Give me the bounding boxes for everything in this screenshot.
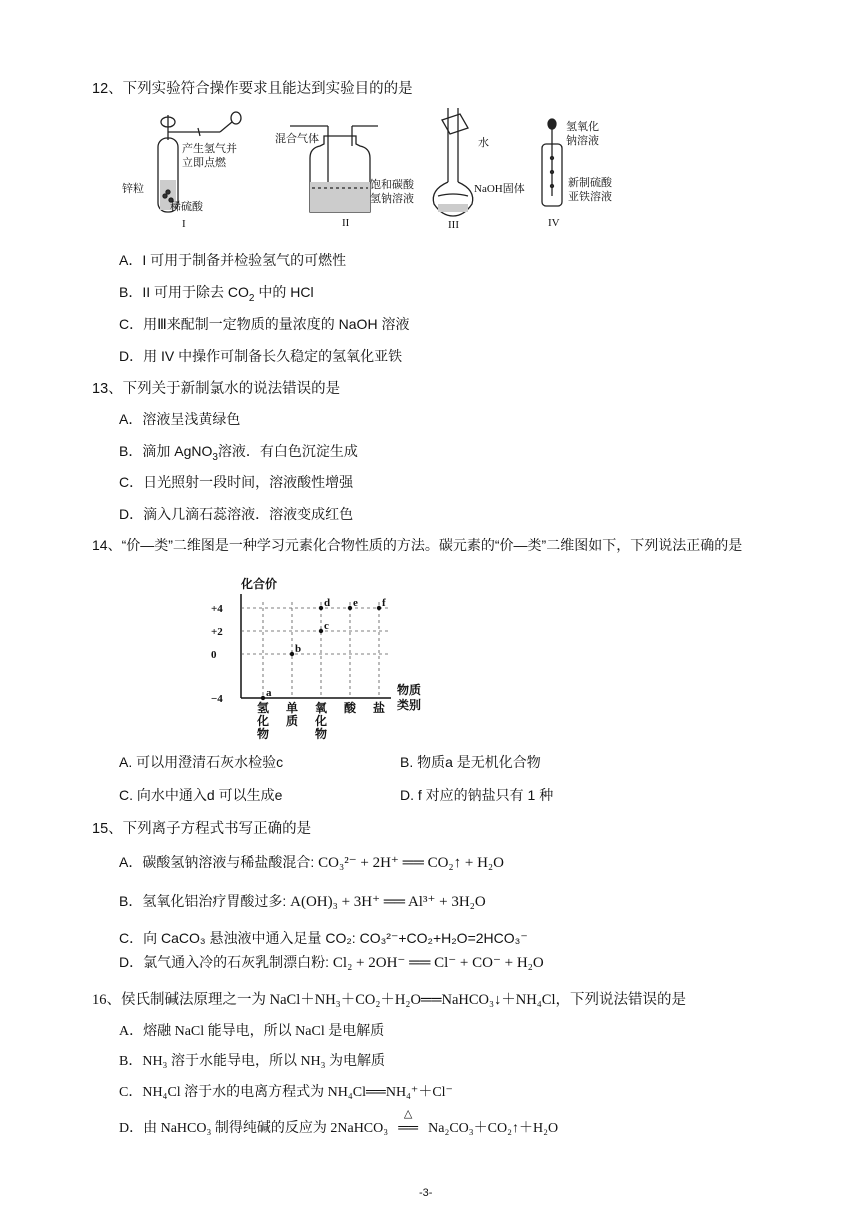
q16-option-d-text: D．由 NaHCO₃ 制得纯碱的反应为 2NaHCO₃: [119, 1121, 389, 1136]
chart-x-title1: 物质: [397, 683, 422, 697]
x-category-label: 氧: [315, 701, 328, 715]
q12-option-b: [119, 282, 314, 304]
apparatus-I-zinc: 锌粒: [122, 183, 144, 195]
apparatus-IV-bot1: 新制硫酸: [568, 177, 612, 189]
apparatus-I-label: I: [182, 218, 186, 230]
chart-grid: [241, 602, 391, 698]
x-category-label: 盐: [373, 701, 386, 715]
q15-option-a: [119, 852, 504, 872]
x-category-label: 氢: [257, 701, 270, 715]
x-category-label: 质: [286, 714, 299, 728]
q14-option-a: A. 可以用澄清石灰水检验c: [119, 754, 284, 770]
q16-heat-arrow: △ ══: [388, 1121, 428, 1137]
q12-option-b-text-end: 中的 HCl: [254, 284, 314, 300]
point-a: [261, 696, 265, 700]
q16-option-b: B．NH₃ 溶于水能导电，所以 NH₃ 为电解质: [119, 1054, 386, 1069]
apparatus-IV-top1: 氢氧化: [566, 121, 599, 133]
q16-option-d: [119, 1108, 559, 1137]
q13-option-b: [119, 441, 358, 463]
apparatus-IV-label: IV: [548, 217, 560, 229]
q15-option-b-text: B．氢氧化铝治疗胃酸过多:: [119, 893, 287, 909]
q12-option-b-text: B．II 可用于除去 CO: [119, 284, 249, 300]
y-tick-label: 0: [211, 649, 217, 661]
x-category-label: 物: [257, 727, 270, 741]
x-category-label: 单: [286, 701, 299, 715]
q14-stem: 14、“价—类”二维图是一种学习元素化合物性质的方法。碳元素的“价—类”二维图如下，下列说法正确的是: [92, 537, 743, 553]
point-label-b: b: [295, 643, 302, 655]
q12-apparatus-figure: [120, 100, 640, 235]
q15-stem: 15、下列离子方程式书写正确的是: [92, 821, 312, 837]
q12-option-d: D．用 IV 中操作可制备长久稳定的氢氧化亚铁: [119, 348, 403, 364]
q16-option-c: C．NH₄Cl 溶于水的电离方程式为 NH₄Cl══NH₄⁺＋Cl⁻: [119, 1085, 453, 1100]
point-b: [290, 652, 294, 656]
apparatus-I-note2: 立即点燃: [182, 157, 226, 169]
q13-stem: 13、下列关于新制氯水的说法错误的是: [92, 381, 341, 397]
q12-option-c: C．用Ⅲ来配制一定物质的量浓度的 NaOH 溶液: [119, 316, 410, 332]
point-label-d: d: [324, 597, 331, 609]
q12-option-b-sub: 2: [248, 292, 255, 304]
q16-option-d-products: Na₂CO₃＋CO₂↑＋H₂O: [428, 1121, 559, 1136]
q14-option-b: B. 物质a 是无机化合物: [400, 754, 541, 770]
apparatus-III-water: 水: [478, 137, 489, 149]
point-label-f: f: [382, 597, 386, 609]
q14-option-c: C. 向水中通入d 可以生成e: [119, 787, 283, 803]
q13-option-b-text: B．滴加 AgNO: [119, 443, 213, 459]
apparatus-III-label: III: [448, 219, 459, 231]
q15-option-a-text: A．碳酸氢钠溶液与稀盐酸混合:: [119, 854, 315, 870]
point-e: [348, 606, 352, 610]
apparatus-II-gas: 混合气体: [275, 133, 319, 145]
apparatus-III-solid: NaOH固体: [474, 183, 525, 195]
q13-option-c: C．日光照射一段时间，溶液酸性增强: [119, 474, 354, 490]
y-tick-label: +2: [211, 626, 223, 638]
q13-option-b-sub: 3: [212, 451, 218, 463]
x-category-label: 化: [315, 714, 328, 728]
chart-x-title2: 类别: [397, 698, 422, 712]
q12-stem: 12、下列实验符合操作要求且能达到实验目的的是: [92, 81, 413, 97]
apparatus-III: [433, 108, 472, 216]
chart-y-title: 化合价: [241, 577, 278, 591]
q15-option-d-equation: Cl₂ + 2OH⁻ ══ Cl⁻ + CO⁻ + H₂O: [332, 955, 544, 971]
page-number: -3-: [419, 1187, 433, 1199]
apparatus-IV: [542, 119, 562, 206]
heat-triangle-icon: △: [403, 1108, 413, 1120]
valence-class-chart: [205, 572, 445, 744]
apparatus-II-label: II: [342, 217, 350, 229]
apparatus-I-acid: 稀硫酸: [170, 201, 203, 213]
apparatus-I-note1: 产生氢气并: [182, 143, 237, 155]
q13-option-d: D．滴入几滴石蕊溶液．溶液变成红色: [119, 506, 354, 522]
apparatus-II-sol1: 饱和碳酸: [370, 179, 414, 191]
x-category-label: 酸: [344, 701, 357, 715]
apparatus-IV-bot2: 亚铁溶液: [568, 191, 612, 203]
q15-option-b-equation: A(OH)₃ + 3H⁺ ══ Al³⁺ + 3H₂O: [290, 894, 486, 910]
point-label-c: c: [324, 620, 329, 632]
point-label-e: e: [353, 597, 358, 609]
q15-option-a-equation: CO₃²⁻ + 2H⁺ ══ CO₂↑ + H₂O: [318, 855, 504, 871]
y-tick-label: −4: [211, 693, 223, 705]
apparatus-II-sol2: 氢钠溶液: [370, 193, 414, 205]
point-d: [319, 606, 323, 610]
x-category-label: 化: [257, 714, 270, 728]
q15-option-d: [119, 952, 544, 972]
apparatus-IV-top2: 钠溶液: [566, 135, 599, 147]
chart-points: [261, 597, 386, 700]
q15-option-d-text: D．氯气通入冷的石灰乳制漂白粉:: [119, 954, 329, 970]
q14-option-d: D. f 对应的钠盐只有 1 种: [400, 787, 554, 803]
point-label-a: a: [266, 687, 272, 699]
y-tick-label: +4: [211, 603, 223, 615]
q16-stem: 16、侯氏制碱法原理之一为 NaCl＋NH₃＋CO₂＋H₂O══NaHCO₃↓＋NH₄Cl，下列说法错误的是: [92, 992, 686, 1008]
point-c: [319, 629, 323, 633]
q15-option-b: [119, 891, 486, 911]
chart-y-ticks: [211, 603, 223, 705]
q12-option-a: A．I 可用于制备并检验氢气的可燃性: [119, 252, 347, 268]
x-category-label: 物: [315, 727, 328, 741]
chart-x-categories: [256, 700, 385, 741]
q15-option-c: C．向 CaCO₃ 悬浊液中通入足量 CO₂: CO₃²⁻+CO₂+H₂O=2HCO₃⁻: [119, 930, 528, 946]
q13-option-a: A．溶液呈浅黄绿色: [119, 411, 241, 427]
q16-option-a: A．熔融 NaCl 能导电，所以 NaCl 是电解质: [119, 1024, 385, 1039]
point-f: [377, 606, 381, 610]
q13-option-b-text-end: 溶液．有白色沉淀生成: [217, 443, 358, 459]
